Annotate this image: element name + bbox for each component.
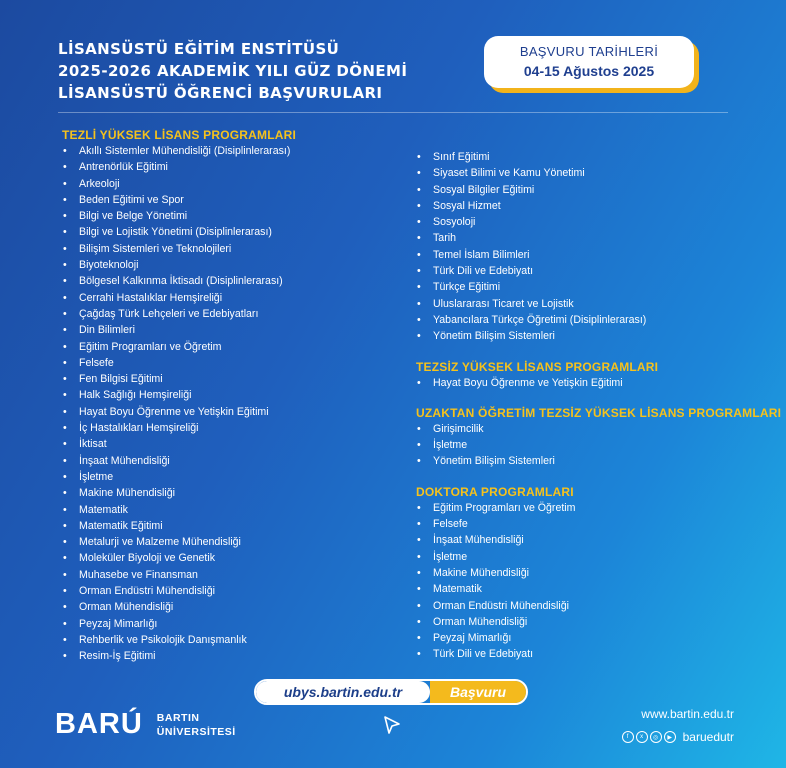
x-icon[interactable]: x xyxy=(636,731,648,743)
program-list-item: • Çağdaş Türk Lehçeleri ve Edebiyatları xyxy=(62,306,296,322)
section-title-non-thesis-masters: TEZSİZ YÜKSEK LİSANS PROGRAMLARI xyxy=(416,359,659,374)
program-list-item: • Eğitim Programları ve Öğretim xyxy=(62,339,296,355)
program-list-item: • Bilgi ve Belge Yönetimi xyxy=(62,208,296,224)
program-list-item: • Akıllı Sistemler Mühendisliği (Disiplinlerarası) xyxy=(62,143,296,159)
thesis-masters-list-continued xyxy=(416,149,781,345)
program-list-item: • İşletme xyxy=(416,549,781,565)
program-list-item: • Felsefe xyxy=(62,355,296,371)
program-list-item: • Orman Endüstri Mühendisliği xyxy=(416,598,781,614)
instagram-icon[interactable]: ◎ xyxy=(650,731,662,743)
thesis-masters-list xyxy=(62,143,296,665)
program-list-item: • Makine Mühendisliği xyxy=(62,485,296,501)
program-list-item: • Matematik xyxy=(416,581,781,597)
application-dates-range: 04-15 Ağustos 2025 xyxy=(523,63,655,79)
program-list-item: • Beden Eğitimi ve Spor xyxy=(62,192,296,208)
program-list-item: • Yabancılara Türkçe Öğretimi (Disiplinlerarası) xyxy=(416,312,781,328)
application-dates-box xyxy=(484,36,694,88)
program-list-item: • Bilgi ve Lojistik Yönetimi (Disiplinlerarası) xyxy=(62,224,296,240)
program-list-item: • Sosyal Bilgiler Eğitimi xyxy=(416,182,781,198)
program-list-item: • Halk Sağlığı Hemşireliği xyxy=(62,387,296,403)
facebook-icon[interactable]: f xyxy=(622,731,634,743)
program-list-item: • Sınıf Eğitimi xyxy=(416,149,781,165)
cursor-pointer-icon xyxy=(382,715,402,735)
program-list-item: • Bilişim Sistemleri ve Teknolojileri xyxy=(62,241,296,257)
doctorate-list xyxy=(416,500,781,663)
program-list-item: • Türk Dili ve Edebiyatı xyxy=(416,263,781,279)
university-name-line-1: BARTIN xyxy=(156,711,200,724)
program-list-item: • Rehberlik ve Psikolojik Danışmanlık xyxy=(62,632,296,648)
program-list-item: • Eğitim Programları ve Öğretim xyxy=(416,500,781,516)
program-list-item: • Bölgesel Kalkınma İktisadı (Disiplinlerarası) xyxy=(62,273,296,289)
left-column xyxy=(62,127,296,665)
page-title xyxy=(58,38,407,104)
program-list-item: • İşletme xyxy=(416,437,781,453)
university-logo xyxy=(55,708,236,741)
program-list-item: • Uluslararası Ticaret ve Lojistik xyxy=(416,296,781,312)
non-thesis-masters-list xyxy=(416,375,781,391)
section-title-doctorate: DOKTORA PROGRAMLARI xyxy=(416,484,574,499)
program-list-item: • Sosyal Hizmet xyxy=(416,198,781,214)
program-list-item: • Girişimcilik xyxy=(416,421,781,437)
application-link-bar[interactable] xyxy=(254,679,528,705)
program-list-item: • Peyzaj Mimarlığı xyxy=(62,616,296,632)
university-name-line-2: ÜNİVERSİTESİ xyxy=(156,725,236,738)
program-list-item: • Tarih xyxy=(416,230,781,246)
section-title-thesis-masters: TEZLİ YÜKSEK LİSANS PROGRAMLARI xyxy=(62,128,296,142)
program-list-item: • Antrenörlük Eğitimi xyxy=(62,159,296,175)
social-media-row xyxy=(622,730,734,744)
program-list-item: • Matematik xyxy=(62,502,296,518)
program-list-item: • Makine Mühendisliği xyxy=(416,565,781,581)
program-list-item: • Orman Mühendisliği xyxy=(62,599,296,615)
title-line-3: LİSANSÜSTÜ ÖĞRENCİ BAŞVURULARI xyxy=(58,84,383,102)
program-list-item: • Matematik Eğitimi xyxy=(62,518,296,534)
program-list-item: • Temel İslam Bilimleri xyxy=(416,247,781,263)
university-name xyxy=(157,711,236,739)
program-list-item: • Resim-İş Eğitimi xyxy=(62,648,296,664)
program-list-item: • Türk Dili ve Edebiyatı xyxy=(416,646,781,662)
apply-button[interactable]: Başvuru xyxy=(430,681,526,703)
program-list-item: • İnşaat Mühendisliği xyxy=(416,532,781,548)
program-list-item: • Felsefe xyxy=(416,516,781,532)
website-link[interactable]: www.bartin.edu.tr xyxy=(641,707,734,721)
title-line-2: 2025-2026 AKADEMİK YILI GÜZ DÖNEMİ xyxy=(58,62,408,80)
header-divider xyxy=(58,112,728,113)
program-list-item: • Yönetim Bilişim Sistemleri xyxy=(416,328,781,344)
program-list-item: • Arkeoloji xyxy=(62,176,296,192)
program-list-item: • Din Bilimleri xyxy=(62,322,296,338)
program-list-item: • Muhasebe ve Finansman xyxy=(62,567,296,583)
program-list-item: • Moleküler Biyoloji ve Genetik xyxy=(62,550,296,566)
youtube-icon[interactable]: ▶ xyxy=(664,731,676,743)
section-title-distance-masters: UZAKTAN ÖĞRETİM TEZSİZ YÜKSEK LİSANS PROGRAMLARI xyxy=(416,405,782,420)
program-list-item: • Siyaset Bilimi ve Kamu Yönetimi xyxy=(416,165,781,181)
program-list-item: • Biyoteknoloji xyxy=(62,257,296,273)
program-list-item: • Orman Mühendisliği xyxy=(416,614,781,630)
program-list-item: • İşletme xyxy=(62,469,296,485)
program-list-item: • İç Hastalıkları Hemşireliği xyxy=(62,420,296,436)
program-list-item: • Hayat Boyu Öğrenme ve Yetişkin Eğitimi xyxy=(62,404,296,420)
program-list-item: • Orman Endüstri Mühendisliği xyxy=(62,583,296,599)
program-list-item: • Yönetim Bilişim Sistemleri xyxy=(416,453,781,469)
program-list-item: • Cerrahi Hastalıklar Hemşireliği xyxy=(62,290,296,306)
program-list-item: • İktisat xyxy=(62,436,296,452)
application-dates-label: BAŞVURU TARİHLERİ xyxy=(519,44,659,59)
distance-masters-list xyxy=(416,421,781,470)
application-url-link[interactable]: ubys.bartin.edu.tr xyxy=(256,681,430,703)
right-column xyxy=(416,149,781,663)
program-list-item: • Metalurji ve Malzeme Mühendisliği xyxy=(62,534,296,550)
program-list-item: • Sosyoloji xyxy=(416,214,781,230)
logo-mark: BARÚ xyxy=(55,708,143,740)
program-list-item: • Fen Bilgisi Eğitimi xyxy=(62,371,296,387)
title-line-1: LİSANSÜSTÜ EĞİTİM ENSTİTÜSÜ xyxy=(58,40,340,58)
program-list-item: • Peyzaj Mimarlığı xyxy=(416,630,781,646)
social-handle: baruedutr xyxy=(682,730,734,744)
program-list-item: • Hayat Boyu Öğrenme ve Yetişkin Eğitimi xyxy=(416,375,781,391)
program-list-item: • İnşaat Mühendisliği xyxy=(62,453,296,469)
program-list-item: • Türkçe Eğitimi xyxy=(416,279,781,295)
